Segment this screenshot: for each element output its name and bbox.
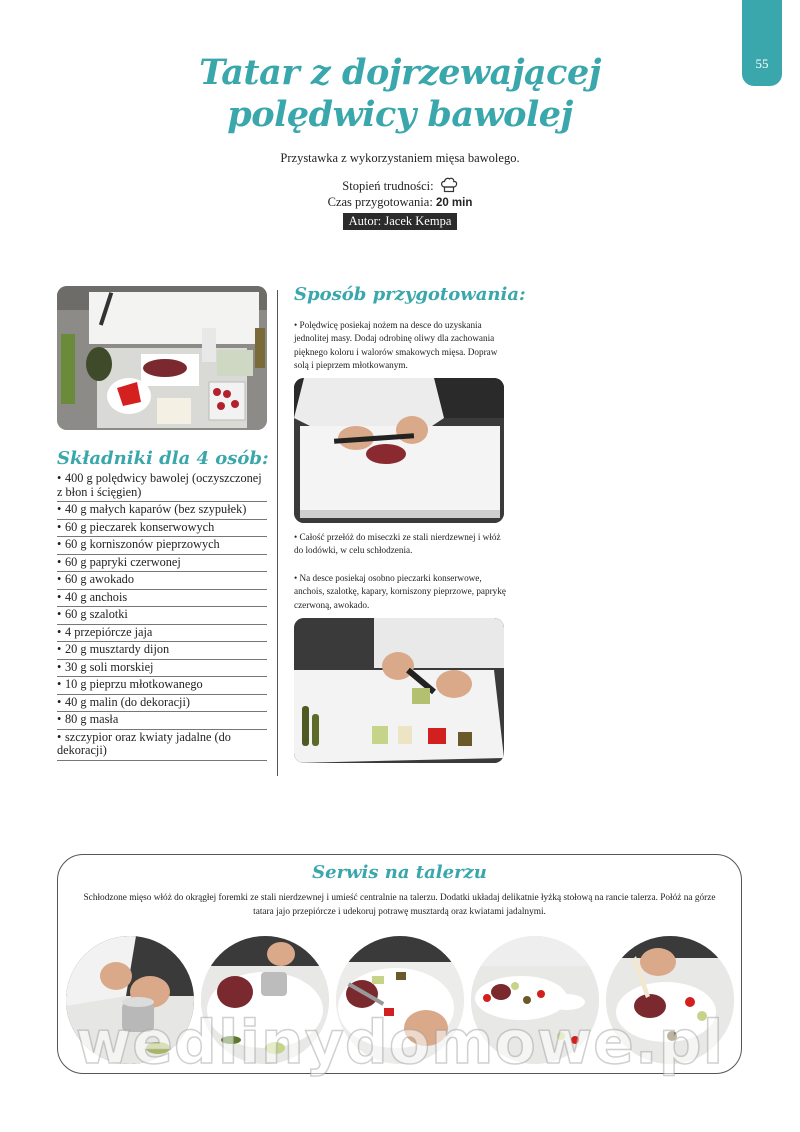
chef-hat-icon (440, 177, 458, 197)
title-line-1: Tatar z dojrzewającej (199, 52, 601, 93)
list-item: • 40 g małych kaparów (bez szypułek) (57, 502, 267, 520)
page-number: 55 (755, 56, 769, 71)
page-tab (742, 0, 782, 86)
ingredients-list (57, 471, 267, 761)
list-item: • 10 g pieprzu młotkowanego (57, 677, 267, 695)
list-item: • szczypior oraz kwiaty jadalne (do dekoracji) (57, 730, 267, 761)
list-item: • 40 g anchois (57, 590, 267, 608)
author-badge: Autor: Jacek Kempa (343, 213, 458, 230)
ingredients-photo (57, 286, 267, 430)
preparation-step: • Całość przełóż do miseczki ze stali nierdzewnej i włóż do lodówki, w celu schłodzenia. (294, 532, 501, 556)
title-line-2: polędwicy bawolej (227, 94, 573, 135)
prep-time-label: Czas przygotowania: (327, 195, 433, 209)
recipe-title (150, 52, 650, 136)
preparation-heading: Sposób przygotowania: (294, 284, 526, 305)
preparation-step: • Na desce posiekaj osobno pieczarki konserwowe, anchois, szalotkę, kapary, korniszony pieprzowe, paprykę czerwoną, awokado. (294, 573, 506, 610)
list-item: • 60 g papryki czerwonej (57, 555, 267, 573)
watermark: wedlinydomowe.pl (75, 1008, 725, 1078)
prep-time-value: 20 min (435, 197, 473, 209)
chopping-meat-photo (294, 378, 504, 523)
list-item: • 60 g szalotki (57, 607, 267, 625)
preparation-step: • Polędwicę posiekaj nożem na desce do uzyskania jednolitej masy. Dodaj odrobinę oliwy dla zachowania pięknego koloru i walorów smakowych mięsa. Dopraw solą i pieprzem młotkowanym. (294, 320, 498, 371)
prep-time-row (150, 195, 650, 210)
list-item: • 20 g musztardy dijon (57, 642, 267, 660)
serving-heading: Serwis na talerzu (312, 862, 487, 883)
list-item: • 80 g masła (57, 712, 267, 730)
author-row (150, 212, 650, 230)
chopping-vegetables-photo (294, 618, 504, 763)
recipe-subtitle: Przystawka z wykorzystaniem mięsa bawolego. (280, 151, 520, 165)
list-item: • 4 przepiórcze jaja (57, 625, 267, 643)
difficulty-row (150, 177, 650, 197)
list-item: • 30 g soli morskiej (57, 660, 267, 678)
list-item: • 60 g awokado (57, 572, 267, 590)
list-item: • 60 g pieczarek konserwowych (57, 520, 267, 538)
list-item: • 60 g korniszonów pieprzowych (57, 537, 267, 555)
list-item: • 40 g malin (do dekoracji) (57, 695, 267, 713)
ingredients-heading: Składniki dla 4 osób: (57, 448, 269, 469)
difficulty-label: Stopień trudności: (342, 179, 434, 193)
list-item: • 400 g polędwicy bawolej (oczyszczonej z błon i ścięgien) (57, 471, 267, 502)
serving-text: Schłodzone mięso włóż do okrągłej foremki ze stali nierdzewnej i umieść centralnie na talerzu. Dodatki układaj delikatnie łyżką stołową na rancie talerza. Połóż na górze tatara jajo przepiórcze i udekoruj potrawę musztardą oraz kwiatami jadalnymi. (83, 893, 716, 917)
column-divider (277, 290, 278, 776)
